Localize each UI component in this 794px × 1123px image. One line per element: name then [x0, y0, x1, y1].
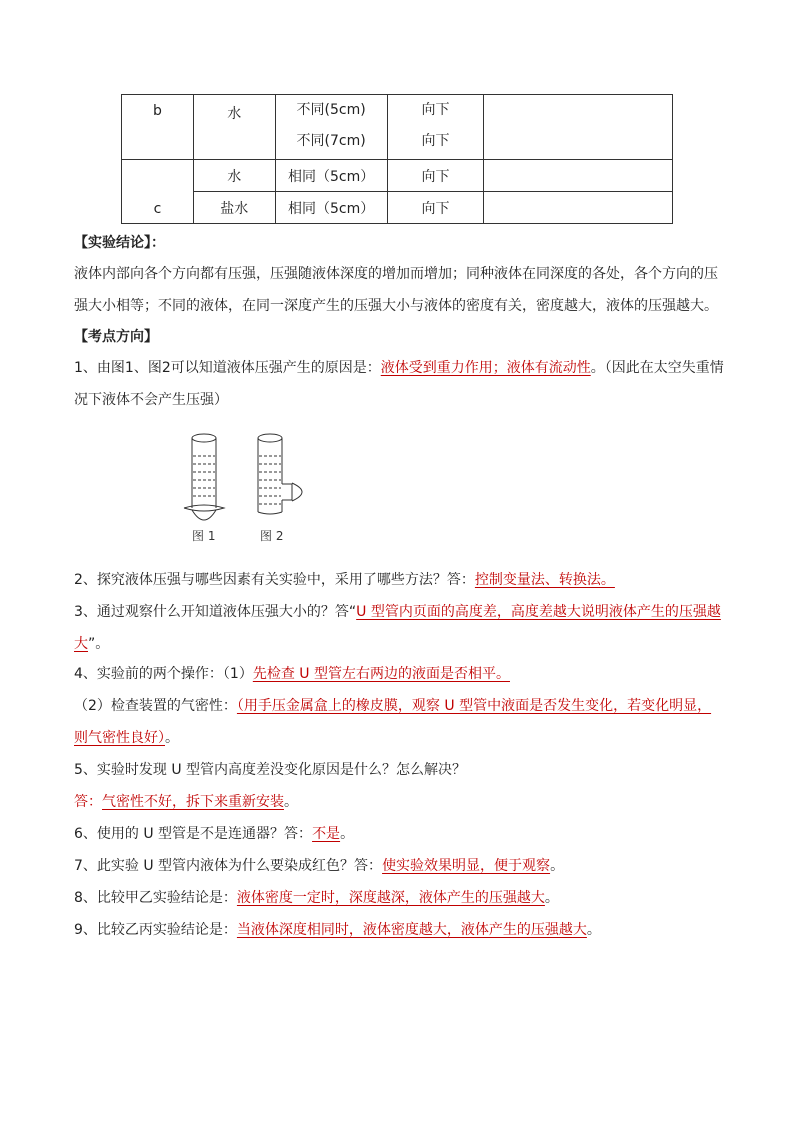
- cylinder-figure-1: [184, 434, 224, 520]
- answer-5: [74, 786, 724, 818]
- question-3: [74, 596, 724, 660]
- question-suffix: 。: [340, 826, 355, 842]
- question-text: 9、比较乙丙实验结论是：: [74, 922, 237, 938]
- direction-cell: 向下: [387, 192, 484, 224]
- direction-value: 向下: [421, 133, 450, 149]
- question-5: 5、实验时发现 U 型管内高度差没变化原因是什么？怎么解决？: [74, 762, 467, 778]
- question-text: 7、此实验 U 型管内液体为什么要染成红色？答：: [74, 858, 383, 874]
- note-cell: [484, 160, 673, 192]
- answer-text: 当液体深度相同时，液体密度越大，液体产生的压强越大: [236, 922, 587, 938]
- liquid-cell: 水: [193, 160, 275, 192]
- table-row: [122, 95, 673, 160]
- liquid-cell: 盐水: [193, 192, 275, 224]
- exam-heading: 【考点方向】: [74, 329, 158, 345]
- depth-cell: 相同（5cm）: [275, 160, 387, 192]
- answer-text: 先检查 U 型管左右两边的液面是否相平。: [252, 666, 510, 682]
- experiment-table: [121, 94, 673, 224]
- direction-cell: [387, 95, 484, 160]
- question-suffix: 。: [544, 890, 559, 906]
- question-4b: [74, 690, 724, 754]
- question-suffix: 。（因此在太空失重情况下液体不会产生压强）: [74, 360, 724, 408]
- question-9: [74, 914, 724, 946]
- direction-cell: 向下: [387, 160, 484, 192]
- depth-cell: 相同（5cm）: [275, 192, 387, 224]
- depth-value: 不同(7cm): [296, 133, 366, 149]
- direction-value: 向下: [421, 102, 450, 118]
- conclusion-text: 液体内部向各个方向都有压强，压强随液体深度的增加而增加；同种液体在同深度的各处，各个方向的压强大小相等；不同的液体，在同一深度产生的压强大小与液体的密度有关，密度越大，液体的压强越大。: [74, 266, 718, 314]
- question-7: [74, 850, 724, 882]
- answer-text: （用手压金属盒上的橡皮膜，观察 U 型管中液面是否发生变化，若变化明显，则气密性良好）: [74, 698, 712, 746]
- question-8: [74, 882, 724, 914]
- depth-cell: [275, 95, 387, 160]
- figure-2-label: 图 2: [260, 529, 284, 543]
- question-suffix: 。: [165, 730, 179, 746]
- cylinder-figure-2: [258, 434, 302, 514]
- question-suffix: 。: [284, 794, 298, 810]
- answer-text: U 型管内页面的高度差，高度差越大说明液体产生的压强越大: [74, 604, 721, 652]
- pressure-figure: [180, 428, 320, 546]
- group-cell: c: [122, 160, 194, 224]
- table-row: [122, 160, 673, 192]
- question-4: [74, 658, 724, 690]
- table-row: [122, 192, 673, 224]
- question-text: （2）检查装置的气密性：: [74, 698, 237, 714]
- question-text: 2、探究液体压强与哪些因素有关实验中，采用了哪些方法？答：: [74, 572, 475, 588]
- answer-text: 气密性不好，拆下来重新安装: [102, 794, 284, 810]
- depth-value: 不同(5cm): [296, 102, 366, 118]
- question-2: [74, 564, 724, 596]
- liquid-cell: 水: [193, 95, 275, 160]
- question-text: 1、由图1、图2可以知道液体压强产生的原因是：: [74, 360, 381, 376]
- figure-1-label: 图 1: [192, 529, 216, 543]
- question-suffix: 。: [550, 858, 565, 874]
- answer-text: 液体受到重力作用；液体有流动性: [380, 360, 591, 376]
- question-suffix: 。: [586, 922, 601, 938]
- question-text: 4、实验前的两个操作：（1）: [74, 666, 253, 682]
- question-text: 3、通过观察什么开知道液体压强大小的？答“: [74, 604, 357, 620]
- group-cell: b: [122, 95, 194, 160]
- answer-text: 控制变量法、转换法。: [474, 572, 615, 588]
- question-1: [74, 352, 724, 416]
- question-text: 6、使用的 U 型管是不是连通器？答：: [74, 826, 313, 842]
- answer-text: 不是: [312, 826, 341, 842]
- answer-text: 液体密度一定时，深度越深，液体产生的压强越大: [236, 890, 545, 906]
- note-cell: [484, 95, 673, 160]
- question-text: 8、比较甲乙实验结论是：: [74, 890, 237, 906]
- note-cell: [484, 192, 673, 224]
- answer-prefix: 答：: [74, 794, 102, 810]
- question-6: [74, 818, 724, 850]
- conclusion-heading: 【实验结论】：: [74, 235, 165, 251]
- question-suffix: ”。: [88, 636, 110, 652]
- answer-text: 使实验效果明显，便于观察: [382, 858, 551, 874]
